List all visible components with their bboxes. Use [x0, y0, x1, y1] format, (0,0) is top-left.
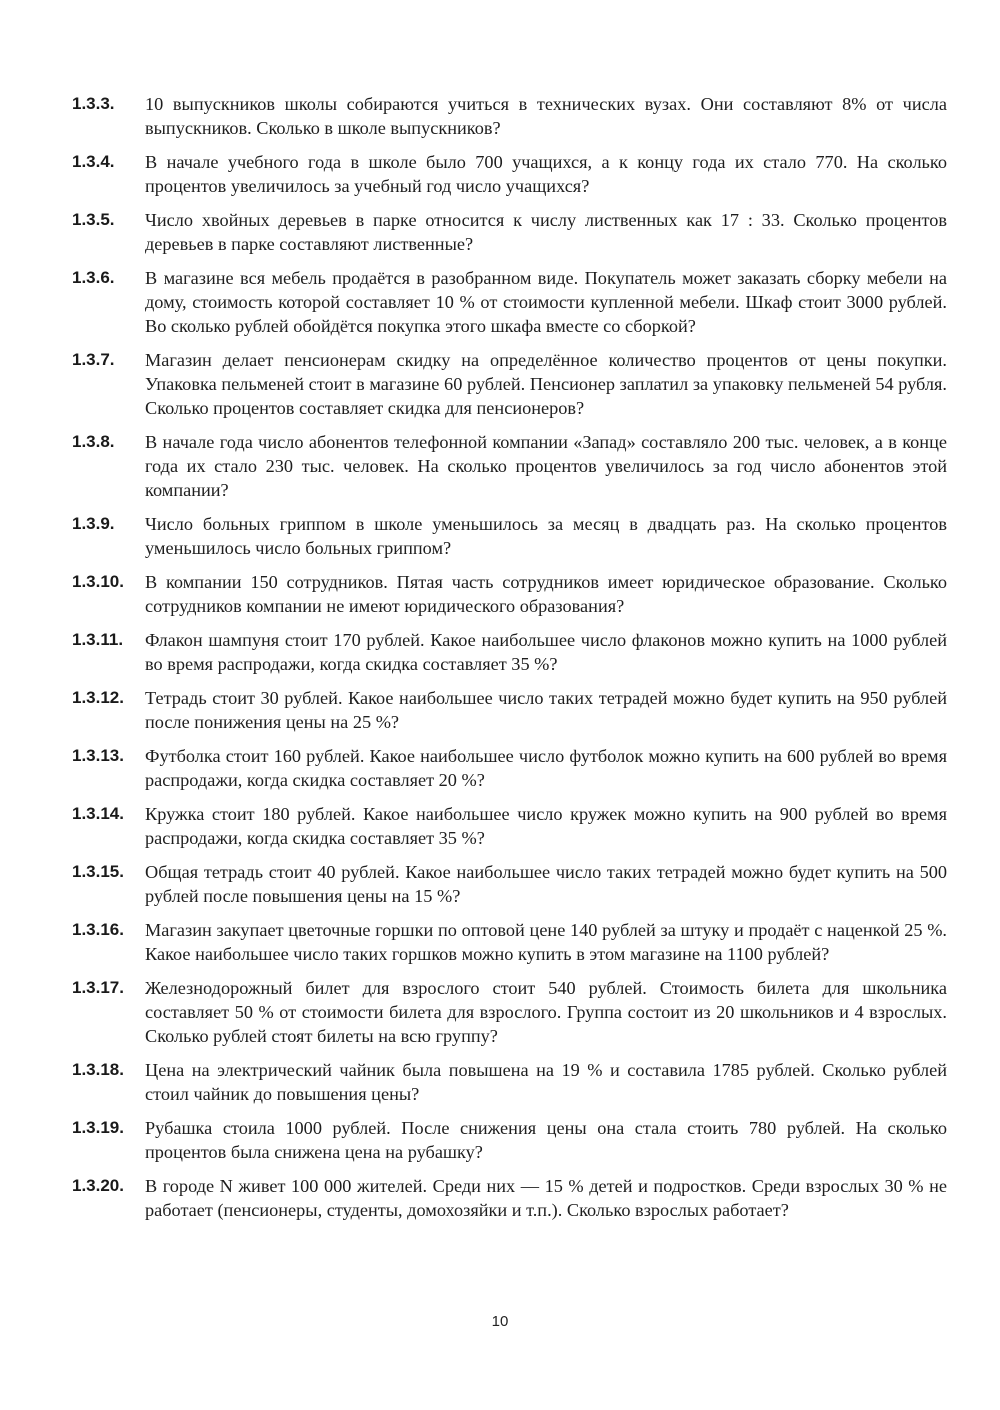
problem-item [72, 628, 947, 676]
problem-item [72, 208, 947, 256]
problem-number: 1.3.14. [72, 804, 124, 823]
problem-text: В начале учебного года в школе было 700 учащихся, а к концу года их стало 770. На сколько процентов увеличилось за учебный год число учащихся? [145, 152, 947, 196]
problem-text: Число хвойных деревьев в парке относится к числу лиственных как 17 : 33. Сколько процентов деревьев в парке составляют лиственные? [145, 210, 947, 254]
problem-text: В начале года число абонентов телефонной компании «Запад» составляло 200 тыс. человек, а в конце года их стало 230 тыс. человек. На сколько процентов увеличилось за год число абонентов этой компании? [145, 432, 947, 500]
problem-number: 1.3.5. [72, 210, 115, 229]
problem-text: 10 выпускников школы собираются учиться в технических вузах. Они составляют 8% от числа выпускников. Сколько в школе выпускников? [145, 94, 947, 138]
problem-number: 1.3.12. [72, 688, 124, 707]
problem-text: Кружка стоит 180 рублей. Какое наибольшее число кружек можно купить на 900 рублей во время распродажи, когда скидка составляет 35 %? [145, 804, 947, 848]
problem-text: Футболка стоит 160 рублей. Какое наибольшее число футболок можно купить на 600 рублей во время распродажи, когда скидка составляет 20 %? [145, 746, 947, 790]
problem-item [72, 686, 947, 734]
problem-number: 1.3.10. [72, 572, 124, 591]
problem-item [72, 512, 947, 560]
problem-item [72, 744, 947, 792]
problem-number: 1.3.8. [72, 432, 115, 451]
problem-item [72, 348, 947, 420]
problem-text: Рубашка стоила 1000 рублей. После снижения цены она стала стоить 780 рублей. На сколько процентов была снижена цена на рубашку? [145, 1118, 947, 1162]
problem-text: Цена на электрический чайник была повышена на 19 % и составила 1785 рублей. Сколько рублей стоил чайник до повышения цены? [145, 1060, 947, 1104]
problem-text: Тетрадь стоит 30 рублей. Какое наибольшее число таких тетрадей можно будет купить на 950 рублей после понижения цены на 25 %? [145, 688, 947, 732]
problem-item [72, 1058, 947, 1106]
problem-item [72, 976, 947, 1048]
problem-item [72, 430, 947, 502]
page-number: 10 [491, 1313, 509, 1330]
problem-number: 1.3.7. [72, 350, 115, 369]
problem-text: В компании 150 сотрудников. Пятая часть сотрудников имеет юридическое образование. Сколько сотрудников компании не имеют юридического образования? [145, 572, 947, 616]
problem-number: 1.3.17. [72, 978, 124, 997]
problem-number: 1.3.20. [72, 1176, 124, 1195]
problem-item [72, 1116, 947, 1164]
problem-item [72, 918, 947, 966]
problem-number: 1.3.19. [72, 1118, 124, 1137]
problem-text: В магазине вся мебель продаётся в разобранном виде. Покупатель может заказать сборку мебели на дому, стоимость которой составляет 10 % от стоимости купленной мебели. Шкаф стоит 3000 рублей. Во сколько рублей обойдётся покупка этого шкафа вместе со сборкой? [145, 268, 947, 336]
problem-text: Число больных гриппом в школе уменьшилось за месяц в двадцать раз. На сколько процентов уменьшилось число больных гриппом? [145, 514, 947, 558]
problem-item [72, 570, 947, 618]
problem-item [72, 266, 947, 338]
problem-number: 1.3.9. [72, 514, 115, 533]
problem-text: Флакон шампуня стоит 170 рублей. Какое наибольшее число флаконов можно купить на 1000 рублей во время распродажи, когда скидка составляет 35 %? [145, 630, 947, 674]
problem-number: 1.3.6. [72, 268, 115, 287]
problem-number: 1.3.3. [72, 94, 115, 113]
problem-text: Железнодорожный билет для взрослого стоит 540 рублей. Стоимость билета для школьника составляет 50 % от стоимости билета для взрослого. Группа состоит из 20 школьников и 4 взрослых. Сколько рублей стоят билеты на всю группу? [145, 978, 947, 1046]
problem-number: 1.3.4. [72, 152, 115, 171]
problem-item [72, 860, 947, 908]
problem-item [72, 92, 947, 140]
problem-item [72, 1174, 947, 1222]
problem-text: В городе N живет 100 000 жителей. Среди них — 15 % детей и подростков. Среди взрослых 30 % не работает (пенсионеры, студенты, домохозяйки и т.п.). Сколько взрослых работает? [145, 1176, 947, 1220]
problem-number: 1.3.11. [72, 630, 124, 649]
problem-number: 1.3.13. [72, 746, 124, 765]
problem-text: Магазин закупает цветочные горшки по оптовой цене 140 рублей за штуку и продаёт с наценкой 25 %. Какое наибольшее число таких горшков можно купить в этом магазине на 1100 рублей? [145, 920, 947, 964]
problem-number: 1.3.16. [72, 920, 124, 939]
problem-text: Магазин делает пенсионерам скидку на определённое количество процентов от цены покупки. Упаковка пельменей стоит в магазине 60 рублей. Пенсионер заплатил за упаковку пельменей 54 рубля. Сколько процентов составляет скидка для пенсионеров? [145, 350, 947, 418]
problem-number: 1.3.15. [72, 862, 124, 881]
problem-text: Общая тетрадь стоит 40 рублей. Какое наибольшее число таких тетрадей можно будет купить на 500 рублей после повышения цены на 15 %? [145, 862, 947, 906]
problem-item [72, 150, 947, 198]
problem-number: 1.3.18. [72, 1060, 124, 1079]
problem-list [72, 92, 947, 1232]
problem-item [72, 802, 947, 850]
